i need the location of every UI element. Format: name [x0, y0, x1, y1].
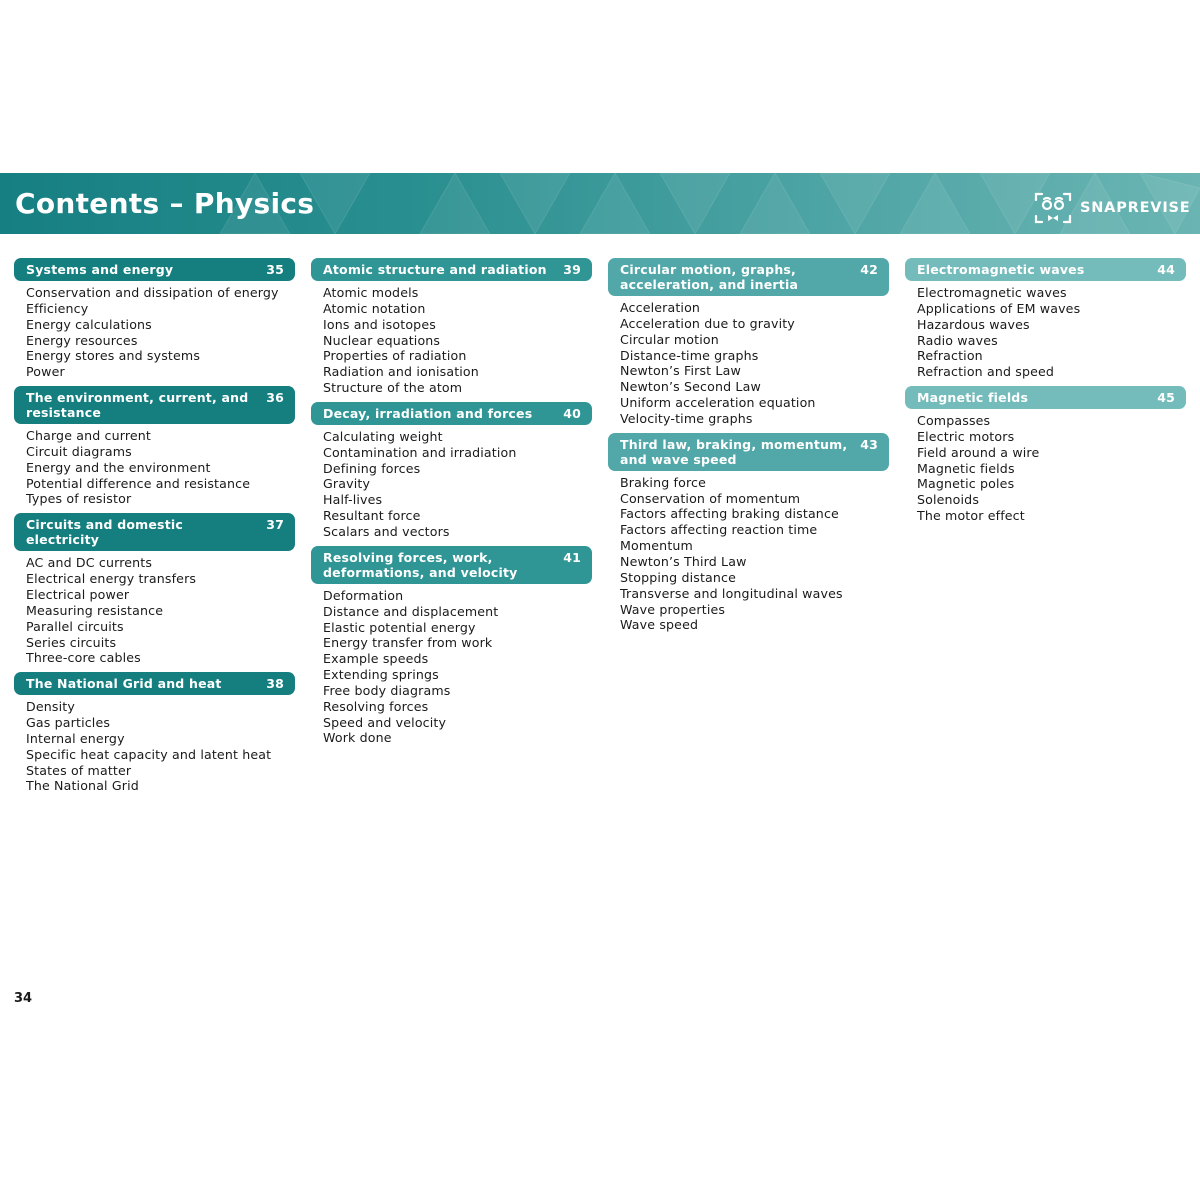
section-header[interactable]: [905, 386, 1186, 409]
topic-item: Newton’s Third Law: [620, 553, 747, 569]
section-page-number: 37: [266, 517, 284, 533]
topic-item: Atomic notation: [323, 300, 426, 316]
topic-item: Conservation of momentum: [620, 490, 801, 506]
topic-item: Atomic models: [323, 285, 419, 300]
topic-item: Braking force: [620, 474, 706, 490]
section: [608, 258, 889, 427]
topic-item: Gas particles: [26, 715, 111, 731]
contents-column-3: [608, 258, 889, 639]
section-title: Electromagnetic waves: [917, 262, 1085, 277]
topic-item: Defining forces: [323, 460, 421, 476]
section-header[interactable]: [14, 513, 295, 551]
topic-item: Charge and current: [26, 428, 152, 444]
section-title: The environment, current, and resistance: [26, 390, 249, 421]
topic-item: Newton’s Second Law: [620, 379, 761, 395]
topic-item: Energy stores and systems: [26, 348, 201, 364]
topic-item: States of matter: [26, 762, 132, 778]
topic-item: Acceleration due to gravity: [620, 315, 795, 331]
topic-item: Specific heat capacity and latent heat: [26, 746, 272, 762]
brand-name: SNAPREVISE: [1080, 200, 1191, 216]
topic-item: Density: [26, 699, 75, 715]
section: [905, 258, 1186, 380]
topic-item: Wave properties: [620, 601, 726, 617]
contents-column-1: [14, 258, 295, 800]
section: [311, 402, 592, 540]
topic-item: Transverse and longitudinal waves: [620, 585, 843, 601]
topic-item: Newton’s First Law: [620, 363, 741, 379]
topic-item: Electrical energy transfers: [26, 571, 197, 587]
section-page-number: 39: [563, 262, 581, 277]
robot-face-icon: [1034, 192, 1072, 224]
section-header[interactable]: [608, 433, 889, 471]
topic-item: Electromagnetic waves: [917, 285, 1067, 300]
topic-item: Energy transfer from work: [323, 635, 493, 651]
header-banner: [0, 173, 1200, 234]
topic-item: Parallel circuits: [26, 618, 124, 634]
section-title: Resolving forces, work, deformations, and velocity: [323, 549, 518, 580]
topic-item: Speed and velocity: [323, 714, 447, 730]
topic-item: Calculating weight: [323, 428, 443, 444]
section: [311, 258, 592, 396]
topic-item: Momentum: [620, 538, 693, 554]
topic-item: Three-core cables: [26, 650, 141, 666]
topic-item: Electric motors: [917, 428, 1015, 444]
topic-item: Series circuits: [26, 634, 117, 650]
topic-item: Free body diagrams: [323, 682, 451, 698]
page-number: 34: [14, 991, 33, 1006]
section-header[interactable]: [14, 386, 295, 424]
topic-item: Extending springs: [323, 667, 439, 683]
topic-item: Conservation and dissipation of energy: [26, 285, 279, 300]
section: [14, 386, 295, 507]
topic-item: Stopping distance: [620, 569, 737, 585]
section-header[interactable]: [14, 672, 295, 695]
topic-item: Structure of the atom: [323, 380, 463, 396]
section-title: Circular motion, graphs, acceleration, and inertia: [620, 262, 799, 292]
section-header[interactable]: [905, 258, 1186, 281]
section-title: Systems and energy: [26, 262, 174, 277]
section-header[interactable]: [608, 258, 889, 296]
topic-item: Refraction and speed: [917, 364, 1055, 380]
topic-item: Factors affecting braking distance: [620, 506, 839, 522]
section-page-number: 45: [1157, 390, 1175, 406]
topic-item: Potential difference and resistance: [26, 475, 251, 491]
topic-item: Types of resistor: [26, 491, 132, 507]
topic-item: Distance-time graphs: [620, 347, 759, 363]
topic-item: Energy calculations: [26, 316, 152, 332]
topic-item: Distance and displacement: [323, 603, 499, 619]
page-title: Contents – Physics: [15, 187, 315, 220]
section-header[interactable]: [311, 258, 592, 281]
topic-item: Radiation and ionisation: [323, 364, 479, 380]
topic-item: Refraction: [917, 348, 983, 364]
topic-item: Circuit diagrams: [26, 443, 132, 459]
topic-item: Ions and isotopes: [323, 316, 436, 332]
topic-item: Factors affecting reaction time: [620, 522, 818, 538]
topic-item: The National Grid: [26, 778, 139, 794]
section-header[interactable]: [311, 402, 592, 425]
topic-item: Work done: [323, 730, 392, 746]
section-page-number: 42: [860, 262, 878, 277]
topic-item: Example speeds: [323, 651, 429, 667]
topic-item: AC and DC currents: [26, 555, 153, 571]
topic-item: Field around a wire: [917, 444, 1040, 460]
topic-item: Radio waves: [917, 332, 998, 348]
section: [905, 386, 1186, 524]
section-title: Atomic structure and radiation: [323, 262, 547, 277]
topic-item: Half-lives: [323, 492, 383, 508]
section-title: Circuits and domestic electricity: [26, 517, 183, 548]
topic-item: Hazardous waves: [917, 316, 1030, 332]
section-page-number: 43: [860, 436, 878, 452]
section: [14, 513, 295, 666]
section-page-number: 41: [563, 549, 581, 565]
topic-item: Solenoids: [917, 492, 980, 508]
section-page-number: 36: [266, 390, 284, 406]
section-page-number: 40: [563, 405, 581, 421]
topic-item: Velocity-time graphs: [620, 410, 753, 426]
topic-item: Applications of EM waves: [917, 300, 1081, 316]
topic-item: Resultant force: [323, 508, 421, 524]
topic-item: Nuclear equations: [323, 332, 441, 348]
topic-item: Contamination and irradiation: [323, 444, 517, 460]
topic-item: Circular motion: [620, 331, 719, 347]
topic-item: Power: [26, 364, 65, 380]
topic-item: Internal energy: [26, 730, 125, 746]
section-title: Decay, irradiation and forces: [323, 405, 533, 421]
topic-item: Properties of radiation: [323, 348, 467, 364]
section: [14, 258, 295, 380]
contents-column-4: [905, 258, 1186, 530]
section-title: Third law, braking, momentum, and wave speed: [620, 436, 848, 467]
topic-item: Elastic potential energy: [323, 619, 476, 635]
section-page-number: 44: [1157, 262, 1175, 277]
section-page-number: 38: [266, 676, 284, 692]
topic-item: Acceleration: [620, 300, 701, 315]
section-page-number: 35: [266, 262, 284, 277]
section: [311, 546, 592, 746]
topic-item: Magnetic poles: [917, 476, 1015, 492]
topic-item: Energy and the environment: [26, 459, 211, 475]
topic-item: Compasses: [917, 413, 991, 429]
section-header[interactable]: [14, 258, 295, 281]
topic-item: Magnetic fields: [917, 460, 1015, 476]
section-header[interactable]: [311, 546, 592, 584]
topic-item: Wave speed: [620, 617, 699, 633]
topic-item: Efficiency: [26, 300, 89, 316]
section: [608, 433, 889, 633]
contents-column-2: [311, 258, 592, 752]
section-title: The National Grid and heat: [26, 676, 222, 692]
topic-item: Electrical power: [26, 586, 130, 602]
section: [14, 672, 295, 794]
topic-item: Gravity: [323, 476, 371, 492]
topic-item: The motor effect: [917, 508, 1025, 524]
topic-item: Energy resources: [26, 332, 138, 348]
section-title: Magnetic fields: [917, 390, 1029, 406]
topic-item: Scalars and vectors: [323, 523, 450, 539]
topic-item: Measuring resistance: [26, 602, 164, 618]
brand-logo: [1034, 192, 1190, 224]
topic-item: Resolving forces: [323, 698, 429, 714]
topic-item: Uniform acceleration equation: [620, 395, 816, 411]
topic-item: Deformation: [323, 587, 404, 603]
